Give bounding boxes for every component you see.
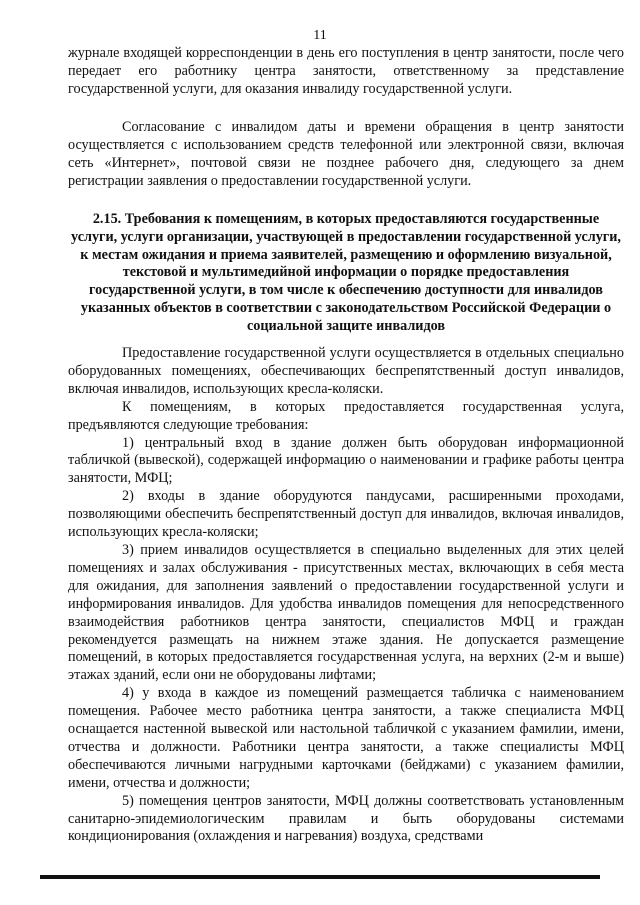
paragraph: Предоставление государственной услуги осуществляется в отдельных специально оборудованных помещениях, обеспечивающих беспрепятственный доступ инвалидов, включая инвалидов, использующих кресла-коляски. [68, 345, 624, 397]
paragraph: Согласование с инвалидом даты и времени обращения в центр занятости осуществляется с использованием средств телефонной или электронной связи, включая сеть «Интернет», почтовой связи не позднее рабочего дня, следующего за днем регистрации заявления о предоставлении государственной услуги. [68, 119, 624, 189]
list-item: 5) помещения центров занятости, МФЦ должны соответствовать установленным санитарно-эпидемиологическим правилам и быть оборудованы системами кондиционирования (охлаждения и нагревания) воздуха, средствами [68, 792, 624, 845]
paragraph: К помещениям, в которых предоставляется государственная услуга, предъявляются следующие требования: [68, 398, 624, 433]
paragraph-continuation [68, 45, 624, 99]
section-heading: 2.15. Требования к помещениям, в которых предоставляются государственные услуги, услуги организации, участвующей в предоставлении государственной услуги, к местам ожидания и приема заявителей, размещению и оформлению визуальной, текстовой и мультимедийной информации о порядке предоставления государственной услуги, в том числе к обеспечению доступности для инвалидов указанных объектов в соответствии с законодательством Российской Федерации о социальной защите инвалидов [71, 211, 621, 334]
list-item: 3) прием инвалидов осуществляется в специально выделенных для этих целей помещениях и залах обслуживания - присутственных местах, включающих в себя места для ожидания, для заполнения заявлений о предоставлении государственной услуги и информирования инвалидов. Для удобства инвалидов помещения для непосредственного взаимодействия работников центра занятости, специалистов МФЦ и граждан рекомендуется размещать на нижнем этаже здания. Не допускается размещение помещений, в которых предоставляется государственная услуга, на верхних (2-м и выше) этажах зданий, если они не оборудованы лифтами; [68, 541, 624, 684]
list-item: 1) центральный вход в здание должен быть оборудован информационной табличкой (вывеской), содержащей информацию о наименовании и графике работы центра занятости, МФЦ; [68, 434, 624, 487]
section-body [68, 345, 624, 846]
paragraph: журнале входящей корреспонденции в день его поступления в центр занятости, после чего передает его работнику центра занятости, ответственному за представление государственной услуги, для оказания инвалиду государственной услуги. [68, 45, 624, 97]
scan-bottom-border [40, 875, 600, 879]
list-item: 4) у входа в каждое из помещений размещается табличка с наименованием помещения. Рабочее место работника центра занятости, а также специалиста МФЦ оснащается настенной вывеской или настольной табличкой с указанием фамилии, имени, отчества и должности. Работники центра занятости, а также специалисты МФЦ обеспечиваются личными нагрудными карточками (бейджами) с указанием фамилии, имени, отчества и должности; [68, 685, 624, 791]
paragraph-agreement [68, 119, 624, 191]
page-number: 11 [313, 28, 327, 43]
list-item: 2) входы в здание оборудуются пандусами, расширенными проходами, позволяющими обеспечить беспрепятственный доступ для инвалидов, включая инвалидов, использующих кресла-коляски; [68, 488, 624, 541]
